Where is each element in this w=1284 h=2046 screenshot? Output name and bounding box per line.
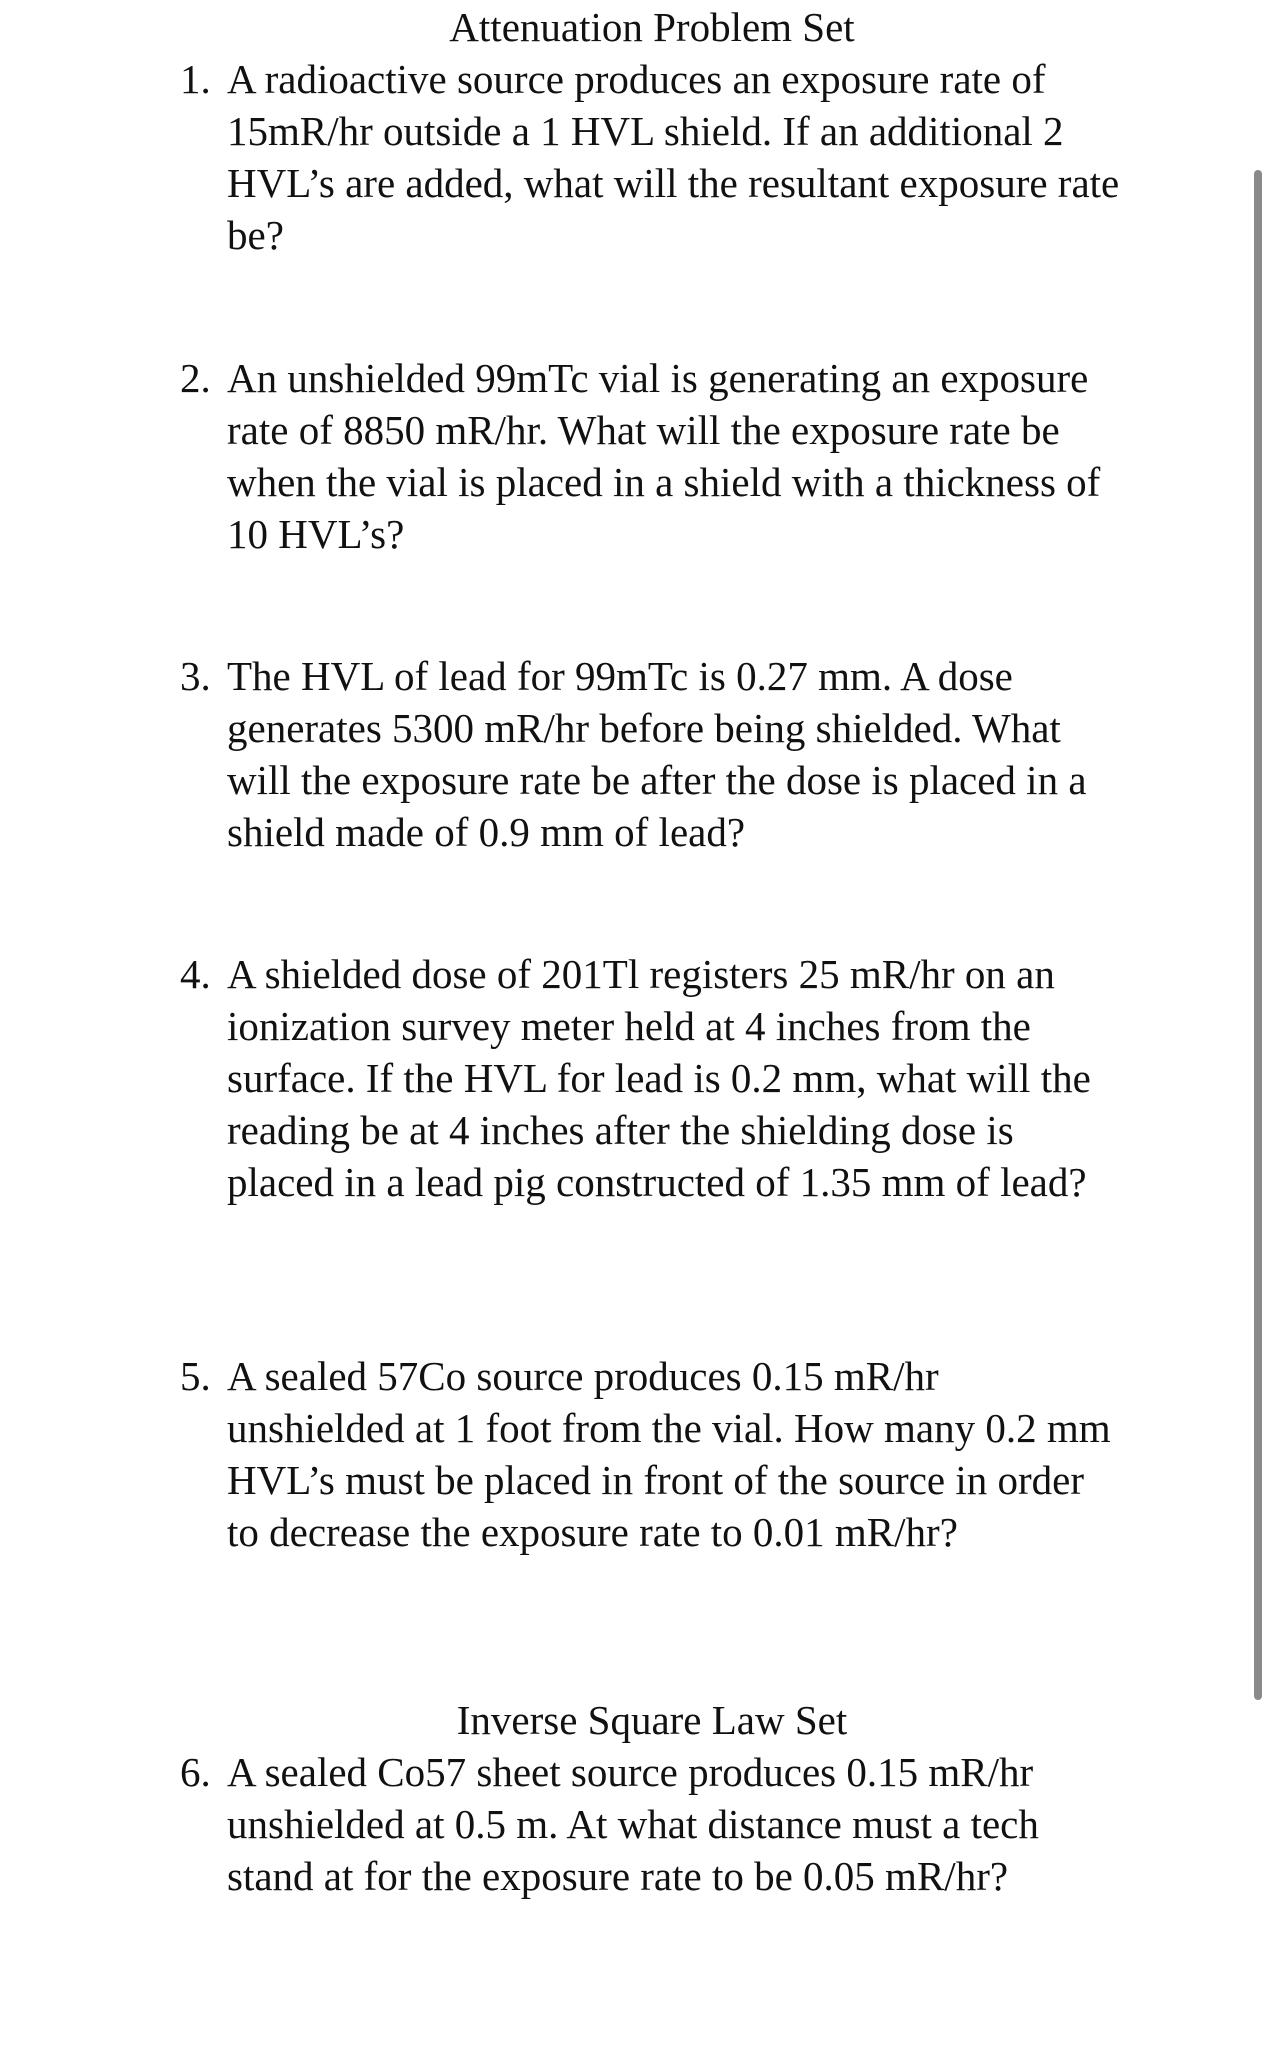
- problem-text: The HVL of lead for 99mTc is 0.27 mm. A dose generates 5300 mR/hr before being shielded. What will the exposure rate be after the dose is placed in a shield made of 0.9 mm of lead?: [227, 653, 1087, 855]
- problem-text: A sealed 57Co source produces 0.15 mR/hr unshielded at 1 foot from the vial. How many 0.2 mm HVL’s must be placed in front of the source in order to decrease the exposure rate to 0.01 mR/hr?: [227, 1353, 1111, 1555]
- problem-item-1: [180, 53, 1120, 261]
- problem-item-2: [180, 352, 1120, 560]
- problem-text: A sealed Co57 sheet source produces 0.15 mR/hr unshielded at 0.5 m. At what distance must a tech stand at for the exposure rate to be 0.05 mR/hr?: [227, 1749, 1039, 1899]
- problem-number: 2.: [180, 355, 211, 401]
- problem-item-4: [180, 948, 1120, 1208]
- problem-item-5: [180, 1350, 1120, 1558]
- problem-number: 6.: [180, 1749, 211, 1795]
- problem-number: 5.: [180, 1353, 211, 1399]
- inverse-square-section-title: Inverse Square Law Set: [456, 1697, 848, 1743]
- attenuation-section-title: Attenuation Problem Set: [449, 4, 855, 50]
- problem-number: 4.: [180, 951, 211, 997]
- problem-number: 3.: [180, 653, 211, 699]
- vertical-scrollbar[interactable]: [1254, 170, 1262, 1700]
- problem-number: 1.: [180, 56, 211, 102]
- problem-item-6: [180, 1746, 1120, 1902]
- problem-text: An unshielded 99mTc vial is generating an exposure rate of 8850 mR/hr. What will the exposure rate be when the vial is placed in a shield with a thickness of 10 HVL’s?: [227, 355, 1101, 557]
- problem-text: A radioactive source produces an exposure rate of 15mR/hr outside a 1 HVL shield. If an additional 2 HVL’s are added, what will the resultant exposure rate be?: [227, 56, 1120, 258]
- problem-text: A shielded dose of 201Tl registers 25 mR/hr on an ionization survey meter held at 4 inches from the surface. If the HVL for lead is 0.2 mm, what will the reading be at 4 inches after the shielding dose is placed in a lead pig constructed of 1.35 mm of lead?: [227, 951, 1091, 1205]
- problem-item-3: [180, 650, 1120, 858]
